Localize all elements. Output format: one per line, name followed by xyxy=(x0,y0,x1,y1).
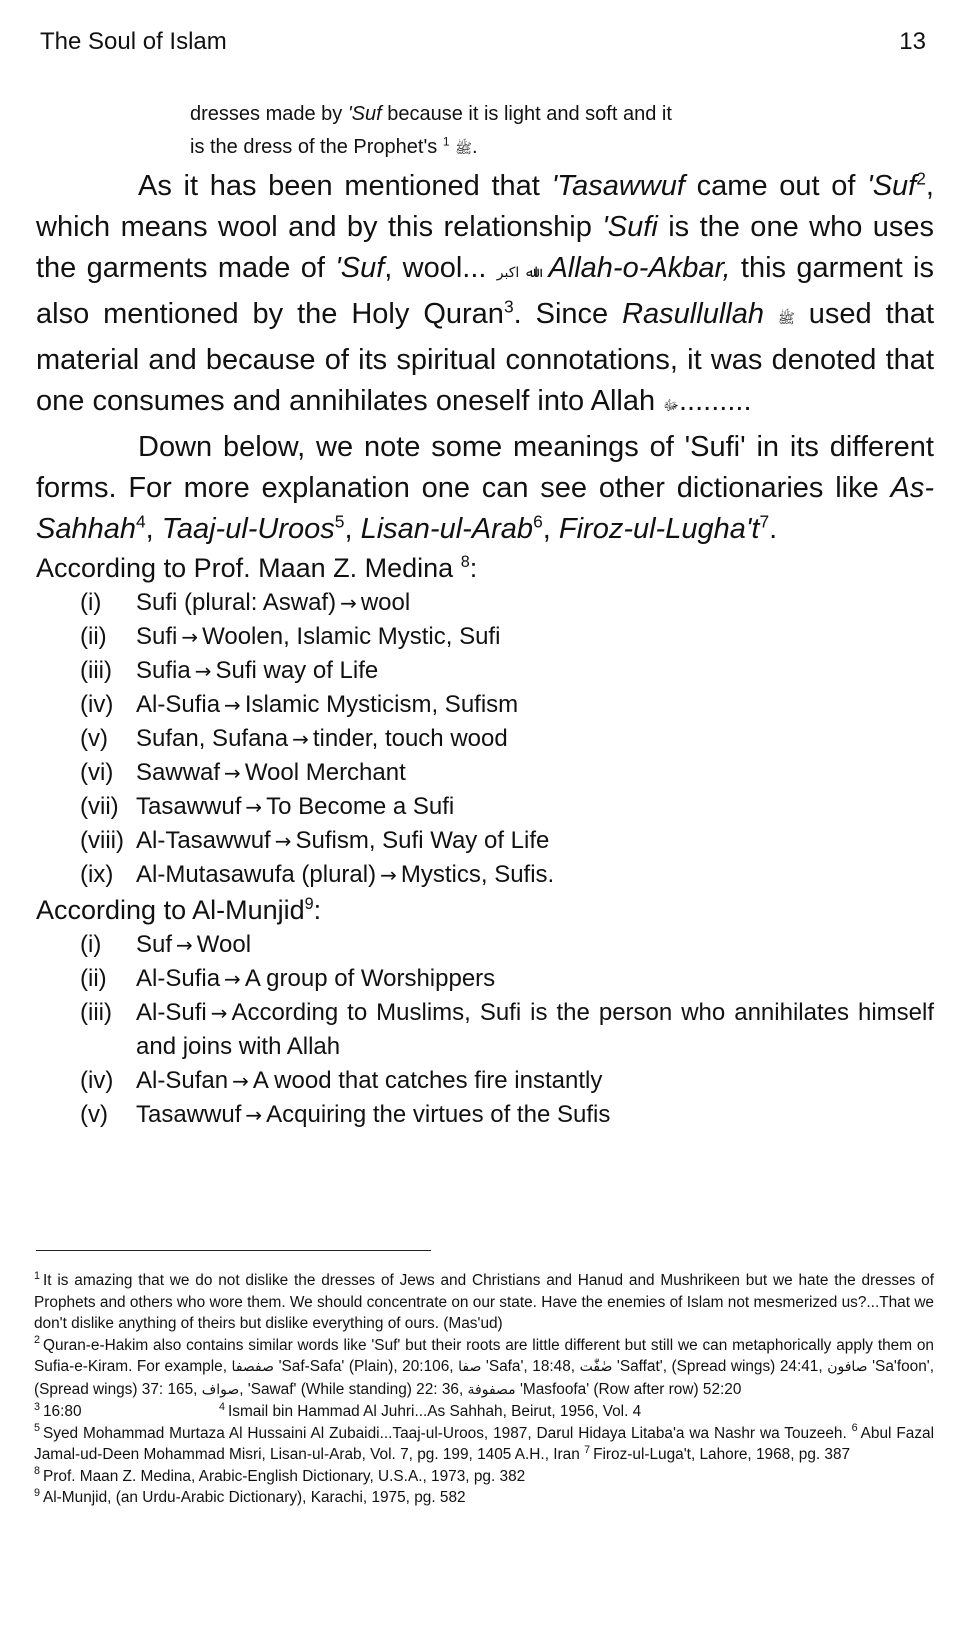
page-number: 13 xyxy=(899,28,926,55)
arrow-right-icon: → xyxy=(245,1103,263,1127)
footnote-5: $^5$ Syed Mohammad Murtaza Al Hussaini Al Zubaidi...Taaj-ul-Uroos, 1987, Darul Hidaya Litaba'a wa Nashr wa Touzeeh. $^6$ Abul Fazal Jamal-ud-Deen Mohammad Misri, Lisan-ul-Arab, Vol. 7, pg. 199, 1405 A.H., Iran $^7$ Firoz-ul-Luga't, Lahore, 1968, pg. 387 xyxy=(34,1422,935,1463)
footnote-ref-9: 9 xyxy=(304,895,314,913)
medina-heading: According to Prof. Maan Z. Medina $^8$: xyxy=(36,553,478,583)
meaning: Wool xyxy=(196,931,252,958)
arrow-right-icon: → xyxy=(194,659,212,683)
item-number: (iv) xyxy=(80,1067,114,1094)
arrow-right-icon: → xyxy=(245,795,263,819)
arrow-right-icon: → xyxy=(210,1001,228,1025)
term: Sufan, Sufana xyxy=(136,725,289,752)
term: Sufi (plural: Aswaf) xyxy=(136,589,337,616)
definition-item xyxy=(80,654,934,688)
definition-item xyxy=(80,928,934,962)
meaning: tinder, touch wood xyxy=(312,725,508,752)
definition-item xyxy=(80,962,934,996)
definition-item xyxy=(80,858,934,892)
footnote-1: $^1$ It is amazing that we do not dislike the dresses of Jews and Christians and Hanud and Mushrikeen but we hate the dresses of Prophets and others who wore them. We should concentrate on our state. Have the enemies of Islam not mesmerized us?...That we don't dislike anything of theirs but dislike everything of ours. (Mas'ud) xyxy=(34,1269,934,1332)
term: Al-Sufia xyxy=(136,691,221,718)
meaning: To Become a Sufi xyxy=(266,793,455,820)
term: Sufi xyxy=(136,623,178,650)
footnotes xyxy=(34,1270,934,1509)
item-number: (i) xyxy=(80,931,102,958)
arrow-right-icon: → xyxy=(232,1069,249,1093)
definition-item xyxy=(80,688,934,722)
quote-line-1: dresses made by 'Suf because it is light and soft and it xyxy=(190,103,672,125)
footnote-ref-1: 1 xyxy=(442,134,450,149)
footnote-ref-8: 8 xyxy=(460,553,470,571)
arabic-takbir: اﷲ اکبر xyxy=(496,265,539,281)
definition-item xyxy=(80,790,934,824)
arabic-salutation: ﷺ xyxy=(455,141,473,157)
item-number: (v) xyxy=(80,1101,108,1128)
term: Sufia xyxy=(136,657,191,684)
meaning: Sufi way of Life xyxy=(215,657,379,684)
item-number: (iii) xyxy=(80,657,112,684)
meaning: Mystics, Sufis. xyxy=(400,861,555,888)
item-number: (viii) xyxy=(80,827,124,854)
definition-item xyxy=(80,996,934,1064)
definition-item xyxy=(80,1098,934,1132)
running-header xyxy=(40,28,926,62)
term: Al-Sufia xyxy=(136,965,221,992)
meaning: A group of Worshippers xyxy=(244,965,496,992)
item-number: (ix) xyxy=(80,861,114,888)
footnote-3-4: $^3$ 16:80 $^4$ Ismail bin Hammad Al Juhri...As Sahhah, Beirut, 1956, Vol. 4 xyxy=(34,1400,642,1420)
meaning: According to Muslims, Sufi is the person who annihilates himself and joins with Allah xyxy=(136,999,934,1060)
meaning: wool xyxy=(360,589,411,616)
item-number: (vii) xyxy=(80,793,119,820)
definition-item xyxy=(80,620,934,654)
definition-item xyxy=(80,1064,934,1098)
quote-line-2: is the dress of the Prophet's ﷺ $^1$ . xyxy=(190,134,478,158)
arabic-glorification: ﷻ xyxy=(663,398,679,414)
meaning: Islamic Mysticism, Sufism xyxy=(244,691,519,718)
footnote-separator xyxy=(36,1250,431,1251)
footnote-ref-2: 2 xyxy=(916,168,926,189)
arabic-salutation: ﷺ xyxy=(777,311,795,327)
footnote-ref-3: 3 xyxy=(503,296,514,317)
footnote-8: $^8$ Prof. Maan Z. Medina, Arabic-English Dictionary, U.S.A., 1973, pg. 382 xyxy=(34,1465,526,1485)
main-text xyxy=(36,98,934,1132)
definition-item xyxy=(80,756,934,790)
arrow-right-icon: → xyxy=(224,693,241,717)
definition-item xyxy=(80,586,934,620)
paragraph-meanings-intro: Down below, we note some meanings of 'Sufi' in its different forms. For more explanation one can see other dictionaries like As-Sahhah$^4$, Taaj-ul-Uroos$^5$, Lisan-ul-Arab$^6$, Firoz-$ul-Lugha't^7$. xyxy=(36,431,934,545)
footnote-ref-6: 6 xyxy=(533,511,543,532)
term: Tasawwuf xyxy=(136,793,242,820)
munjid-definitions-list xyxy=(36,928,934,1132)
footnote-ref-5: 5 xyxy=(334,511,345,532)
term: Sawwaf xyxy=(136,759,221,786)
footnote-ref-7: 7 xyxy=(759,511,770,532)
term: Suf xyxy=(136,931,173,958)
definition-item xyxy=(80,824,934,858)
item-number: (i) xyxy=(80,589,102,616)
term: Al-Mutasawufa (plural) xyxy=(136,861,377,888)
item-number: (ii) xyxy=(80,965,107,992)
term: Al-Sufi xyxy=(136,999,207,1026)
meaning: Wool Merchant xyxy=(244,759,406,786)
meaning: Sufism, Sufi Way of Life xyxy=(295,827,550,854)
footnote-ref-4: 4 xyxy=(136,511,146,532)
munjid-heading: According to Al-Munjid$^9$: xyxy=(36,895,322,925)
meaning: Woolen, Islamic Mystic, Sufi xyxy=(202,623,501,650)
item-number: (iii) xyxy=(80,999,112,1026)
arrow-right-icon: → xyxy=(176,933,193,957)
term: Al-Sufan xyxy=(136,1067,229,1094)
arrow-right-icon: → xyxy=(292,727,309,751)
definition-item xyxy=(80,722,934,756)
meaning: A wood that catches fire instantly xyxy=(252,1067,603,1094)
footnote-9: $^9$ Al-Munjid, (an Urdu-Arabic Dictionary), Karachi, 1975, pg. 582 xyxy=(34,1486,466,1506)
footnote-2: $^2$ Quran-e-Hakim also contains similar words like 'Suf' but their roots are little different but still we can metaphorically apply them on Sufia-e-Kiram. For example, صفصفا 'Saf-Safa' (Plain), 20:106, صفا 'Safa', 18:48, صٰفّٰت 'Saffat', (Spread wings) 24:41, صافون 'Sa'foon', (Spread wings) 37: 165, صواف, 'Sawaf' (While standing) 22: 36, مصفوفة 'Masfoofa' (Row after row) 52:20 xyxy=(34,1334,934,1398)
item-number: (vi) xyxy=(80,759,114,786)
paragraph-tasawwuf-origin: As it has been mentioned that 'Tasawwuf came out of 'Suf$^2$, which means wool and by this relationship 'Sufi is the one who uses the garments made of 'Suf, wool... اﷲ اکبر Allah-o-Akbar, this garment is also mentioned by the Holy Quran$^3$. Since Rasullullah ﷺ used that material and because of its spiritual connotations, it was denoted that one consumes and annihilates oneself into Allah ﷻ......... xyxy=(36,168,935,417)
item-number: (iv) xyxy=(80,691,114,718)
arrow-right-icon: → xyxy=(181,625,199,649)
arrow-right-icon: → xyxy=(224,761,241,785)
block-quote-continuation xyxy=(190,98,934,166)
item-number: (v) xyxy=(80,725,108,752)
item-number: (ii) xyxy=(80,623,107,650)
medina-definitions-list xyxy=(36,586,934,892)
meaning: Acquiring the virtues of the Sufis xyxy=(266,1101,611,1128)
arrow-right-icon: → xyxy=(224,967,241,991)
running-title: The Soul of Islam xyxy=(40,28,227,55)
term: Al-Tasawwuf xyxy=(136,827,271,854)
arrow-right-icon: → xyxy=(274,829,292,853)
arrow-right-icon: → xyxy=(380,863,397,887)
arrow-right-icon: → xyxy=(340,591,357,615)
term: Tasawwuf xyxy=(136,1101,242,1128)
